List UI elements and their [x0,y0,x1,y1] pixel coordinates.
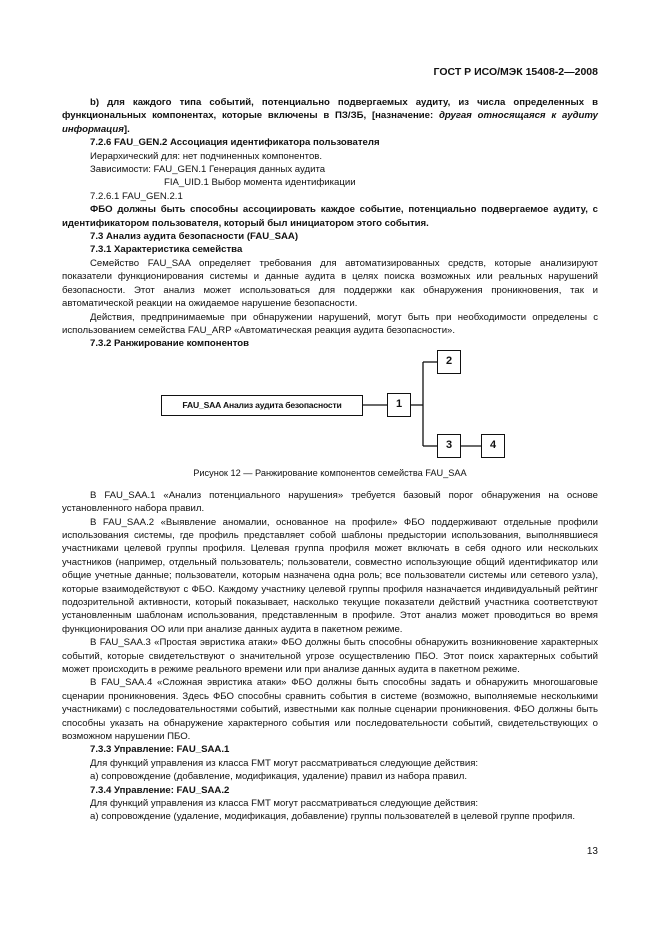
paragraph-saa4: В FAU_SAA.4 «Сложная эвристика атаки» ФБО должны быть способны задать и обнаружить многошаговые сценарии проникновения. Здесь ФБО способны сравнить события в системе (возможно, выполняемые несколькими участниками) с последовательностями событий, известными как полные сценарии проникновения. ФБО должны быть способны указать на обнаружение характерного события или последовательности событий, свидетельствующих о возможном нарушении ПБО. [62,677,598,743]
box-component-3: 3 [437,434,461,458]
component-levelling-diagram [62,355,598,478]
page-number: 13 [586,846,598,857]
heading-7-3-1: 7.3.1 Характеристика семейства [90,244,243,256]
item-7-3-4-a: а) сопровождение (удаление, модификация, добавление) группы пользователей в целевой группе профиля. [90,811,575,823]
item-7-3-3-a: а) сопровождение (добавление, модификация, удаление) правил из набора правил. [90,771,468,783]
paragraph-saa2: В FAU_SAA.2 «Выявление аномалии, основанное на профиле» ФБО поддерживают отдельные профили использования системы, где профиль представляет собой шаблоны предыстории использования, выполнявшиеся участниками целевой группы профиля. Целевая группа профиля может включать в себя одного или нескольких участников (например, отдельный пользователь; пользователи, совместно использующие общий идентификатор или общие учетные данные; пользователи, которым назначена одна роль; все пользователи системы или сетевого узла), которые взаимодействуют с ФБО. Каждому участнику целевой группы профиля назначается индивидуальный рейтинг подозрительной активности, который показывает, насколько текущие показатели действий участника соответствуют установленным шаблонам использования, представленным в профиле. Этот анализ может проводиться во время функционирования ОО или при анализе данных аудита в пакетном режиме. [62,516,598,635]
box-fau-saa: FAU_SAA Анализ аудита безопасности [161,395,363,416]
paragraph-family-description: Семейство FAU_SAA определяет требования для автоматизированных средств, которые анализируют показатели функционирования системы и данные аудита в целях поиска возможных или реальных нарушений безопасности. Этот анализ может использоваться для поддержки как обнаружения проникновения, так и автоматической реакции на ожидаемое нарушение безопасности. [62,257,598,310]
standard-header: ГОСТ Р ИСО/МЭК 15408-2—2008 [433,66,598,78]
item-7-2-6-1: 7.2.6.1 FAU_GEN.2.1 [90,190,183,202]
figure-caption-wrap [62,465,598,480]
heading-7-3-3: 7.3.3 Управление: FAU_SAA.1 [90,744,230,756]
dependency-line-1: Зависимости: FAU_GEN.1 Генерация данных аудита [90,164,326,176]
heading-7-2-6: 7.2.6 FAU_GEN.2 Ассоциация идентификатора пользователя [90,137,380,149]
hierarchy-line: Иерархический для: нет подчиненных компонентов. [90,150,323,162]
paragraph-7-3-4: Для функций управления из класса FMT могут рассматриваться следующие действия: [90,798,479,810]
heading-7-3-2: 7.3.2 Ранжирование компонентов [90,338,250,350]
box-component-4: 4 [481,434,505,458]
requirement-text: ФБО должны быть способны ассоциировать каждое событие, потенциально подвергаемое аудиту, с идентификатором пользователя, который был инициатором этого события. [62,204,598,229]
paragraph-7-3-3: Для функций управления из класса FMT могут рассматриваться следующие действия: [90,757,479,769]
dependency-line-2: FIA_UID.1 Выбор момента идентификации [164,177,356,189]
box-component-1: 1 [387,393,411,417]
box-component-2: 2 [437,350,461,374]
figure-caption: Рисунок 12 — Ранжирование компонентов семейства FAU_SAA [193,467,467,478]
heading-7-3: 7.3 Анализ аудита безопасности (FAU_SAA) [90,231,299,243]
page-content [62,96,598,824]
paragraph-saa1: В FAU_SAA.1 «Анализ потенциального нарушения» требуется базовый порог обнаружения на основе установленного набора правил. [62,489,598,515]
paragraph-actions: Действия, предпринимаемые при обнаружении нарушений, могут быть при необходимости определены с использованием семейства FAU_ARP «Автоматическая реакция аудита безопасности». [62,311,598,336]
paragraph-saa3: В FAU_SAA.3 «Простая эвристика атаки» ФБО должны быть способны обнаружить возникновение характерных событий, которые свидетельствуют о значительной угрозе осуществлению ПБО. Этот поиск характерных событий может происходить в режиме реального времени или при анализе данных аудита в пакетном режиме. [62,637,598,675]
item-b: b) для каждого типа событий, потенциально подвергаемых аудиту, из числа определенных в функциональных компонентах, которые включены в ПЗ/ЗБ, [назначение: другая относящаяся к аудиту информация]. [62,97,598,135]
heading-7-3-4: 7.3.4 Управление: FAU_SAA.2 [90,784,230,796]
